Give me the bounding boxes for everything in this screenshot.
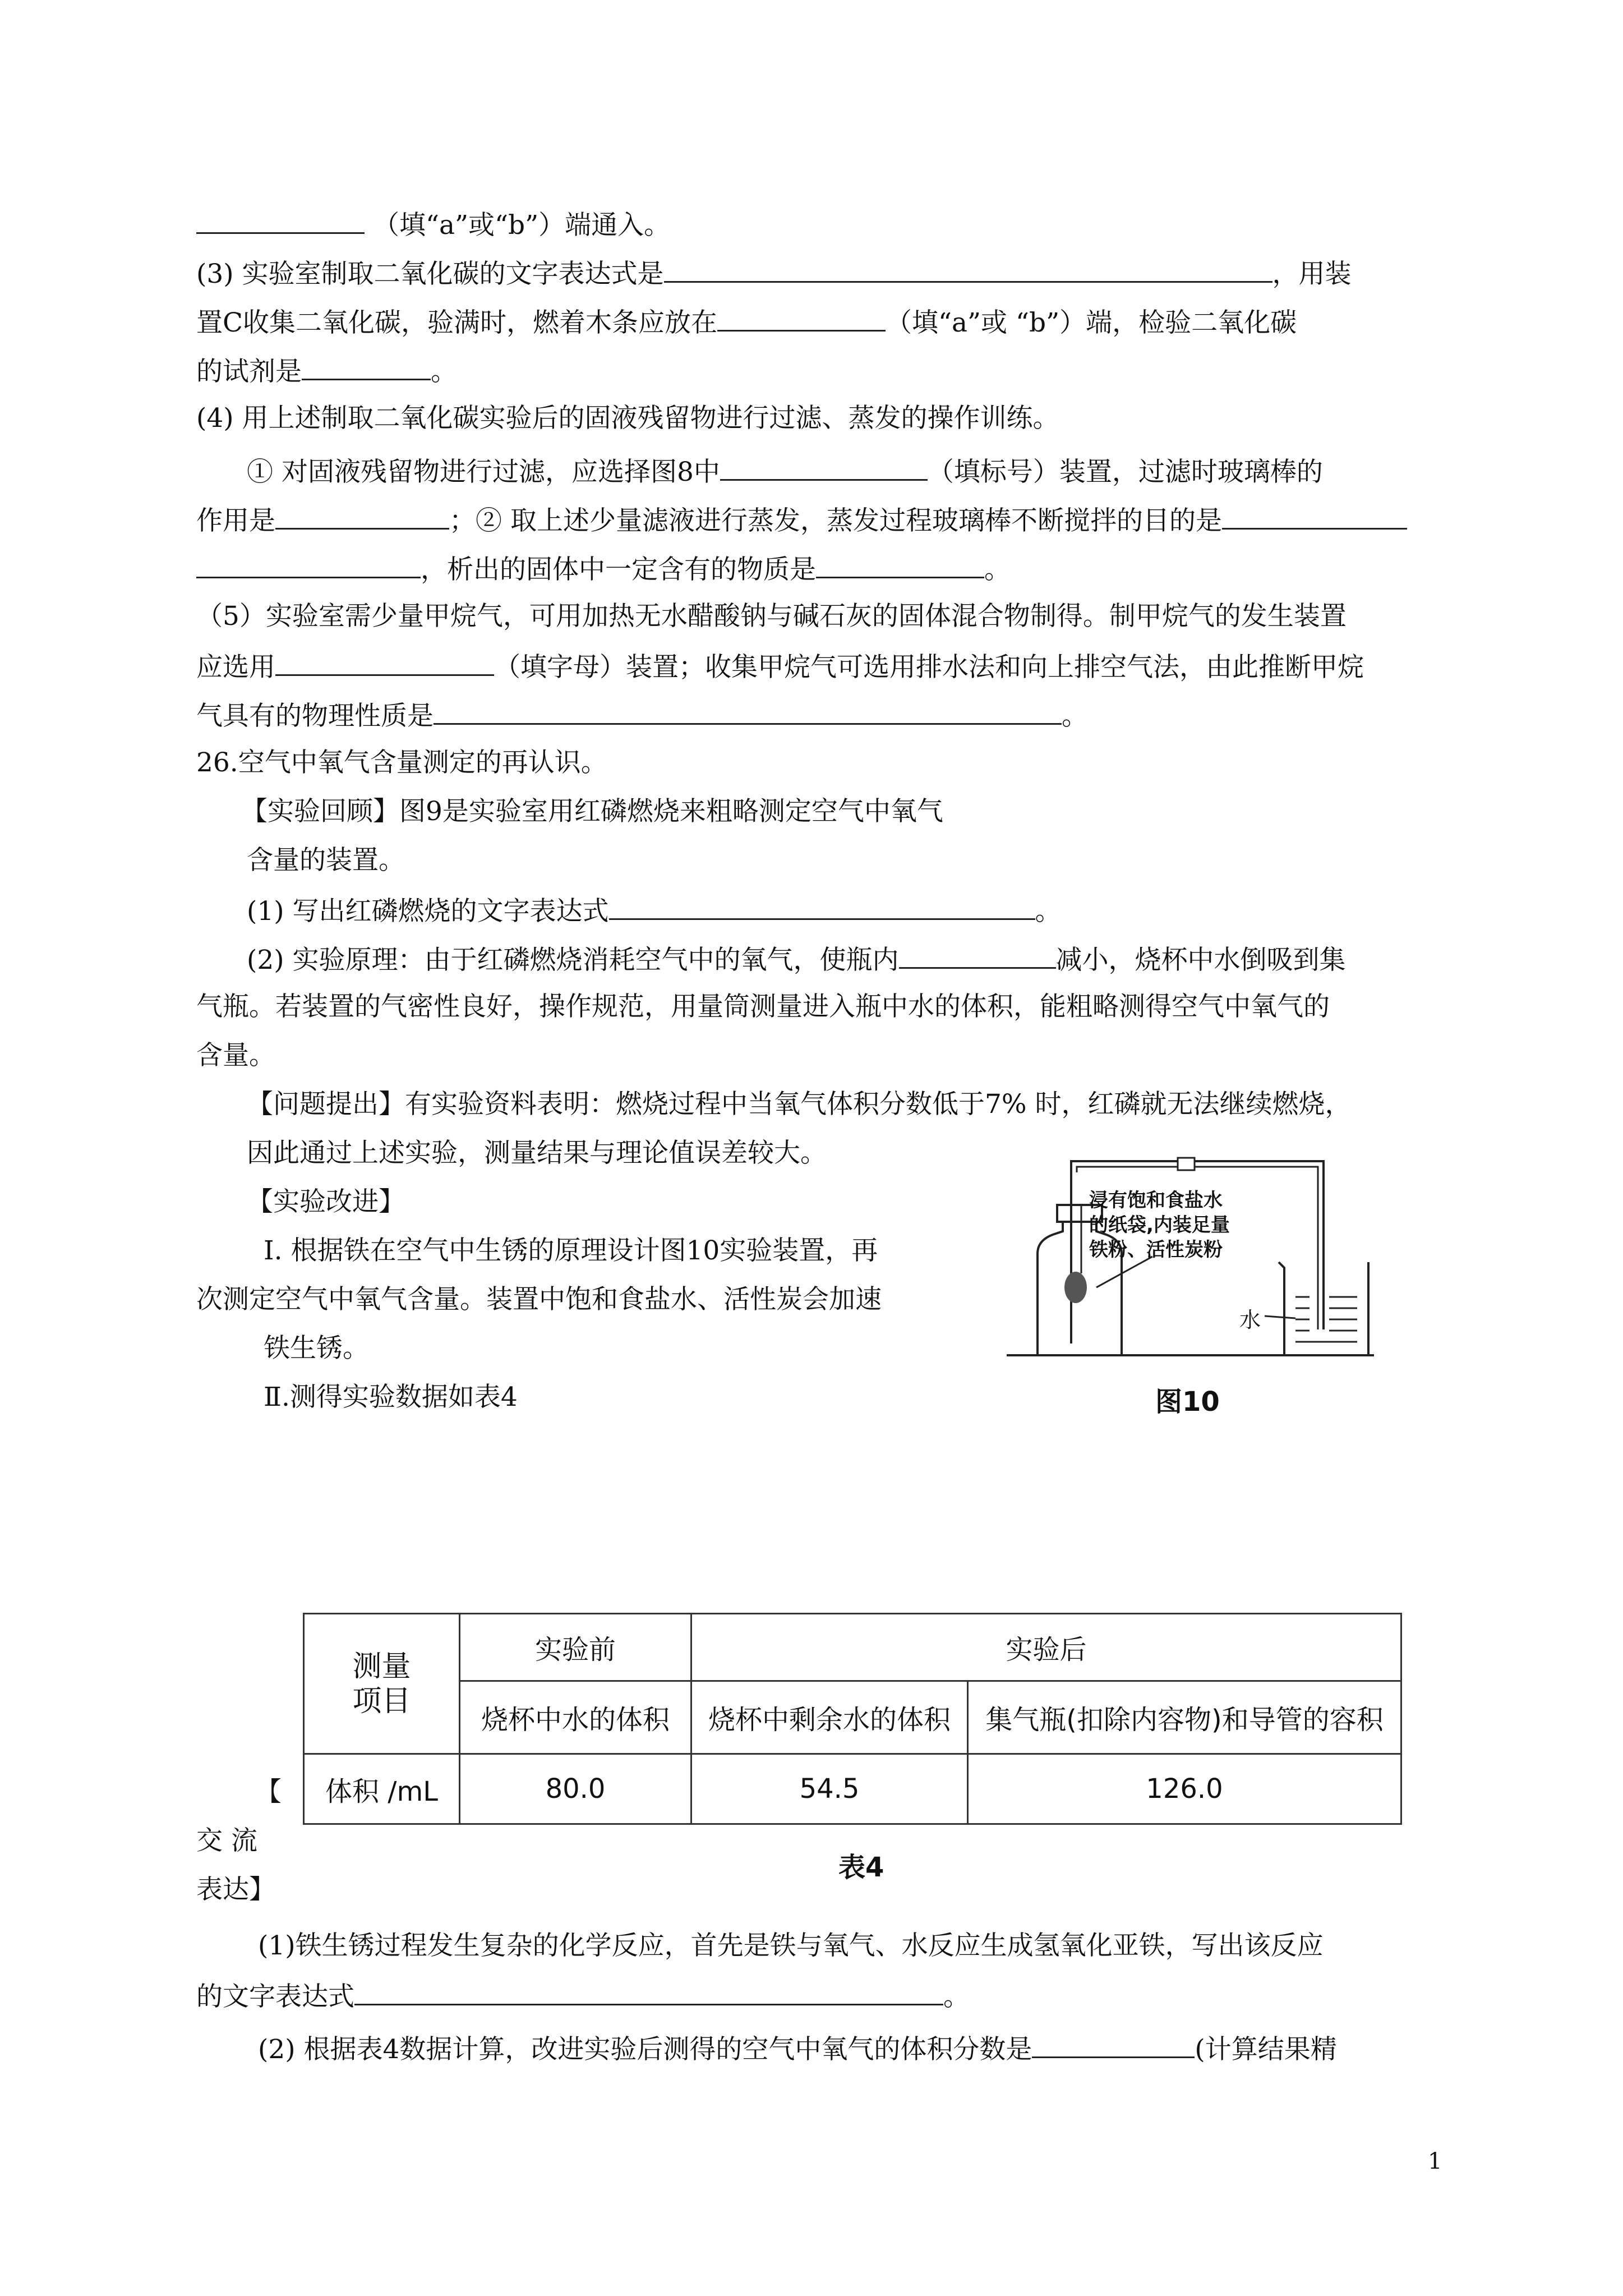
q-line: (1) 写出红磷燃烧的文字表达式 。 bbox=[247, 892, 1062, 928]
value-cell: 126.0 bbox=[968, 1754, 1401, 1824]
table-caption: 表4 bbox=[838, 1852, 884, 1883]
q-line: 因此通过上述实验，测量结果与理论值误差较大。 bbox=[247, 1138, 827, 1168]
q-line: 的试剂是 。 bbox=[196, 353, 457, 389]
q-line: 【实验改进】 bbox=[247, 1186, 405, 1217]
figure-10 bbox=[1004, 1150, 1430, 1430]
header-item: 测量 项目 bbox=[304, 1614, 460, 1754]
answer-blank[interactable] bbox=[196, 551, 421, 578]
q-line: （填“a”或“b”）端通入。 bbox=[196, 206, 670, 242]
q-line: 【问题提出】有实验资料表明：燃烧过程中当氧气体积分数低于7% 时，红磷就无法继续燃烧， bbox=[247, 1089, 1352, 1120]
q-line: (2) 根据表4数据计算，改进实验后测得的空气中氧气的体积分数是 (计算结果精 bbox=[258, 2031, 1337, 2067]
question-title: 26.空气中氧气含量测定的再认识。 bbox=[196, 747, 607, 778]
answer-blank[interactable] bbox=[664, 255, 1272, 283]
answer-blank[interactable] bbox=[275, 648, 494, 676]
q-line: 【实验回顾】图9是实验室用红磷燃烧来粗略测定空气中氧气 bbox=[241, 796, 943, 827]
q-line: ① 对固液残留物进行过滤，应选择图8中 （填标号）装置，过滤时玻璃棒的 bbox=[247, 453, 1323, 489]
answer-blank[interactable] bbox=[816, 551, 984, 578]
q-line: 含量。 bbox=[196, 1040, 275, 1071]
answer-blank[interactable] bbox=[196, 206, 365, 234]
section-label: 表达】 bbox=[196, 1874, 275, 1905]
water-label: 水 bbox=[1239, 1308, 1261, 1332]
q-line: (1)铁生锈过程发生复杂的化学反应，首先是铁与氧气、水反应生成氢氧化亚铁，写出该反应 bbox=[258, 1930, 1324, 1961]
answer-blank[interactable] bbox=[717, 304, 886, 332]
bag-label: 浸有饱和食盐水 的纸袋,内装足量 铁粉、活性炭粉 bbox=[1089, 1189, 1230, 1261]
value-cell: 54.5 bbox=[691, 1754, 968, 1824]
answer-blank[interactable] bbox=[899, 941, 1056, 969]
section-label: 交 流 bbox=[196, 1825, 257, 1856]
header-col3: 集气瓶(扣除内容物)和导管的容积 bbox=[968, 1681, 1401, 1754]
answer-blank[interactable] bbox=[434, 697, 1062, 725]
q-line: 含量的装置。 bbox=[247, 845, 405, 876]
q-line: 气具有的物理性质是 。 bbox=[196, 697, 1088, 733]
q-line: （5）实验室需少量甲烷气，可用加热无水醋酸钠与碱石灰的固体混合物制得。制甲烷气的发生装置 bbox=[196, 601, 1347, 632]
figure-caption: 图10 bbox=[1155, 1386, 1220, 1418]
q-line: 置C收集二氧化碳，验满时，燃着木条应放在 （填“a”或 “b”）端，检验二氧化碳 bbox=[196, 304, 1297, 340]
q-line: 铁生锈。 bbox=[264, 1333, 369, 1364]
page-number: 1 bbox=[1428, 2148, 1442, 2174]
q-line: Ⅰ. 根据铁在空气中生锈的原理设计图10实验装置，再 bbox=[264, 1235, 878, 1266]
q-line: 作用是 ；② 取上述少量滤液进行蒸发，蒸发过程玻璃棒不断搅拌的目的是 bbox=[196, 502, 1407, 538]
answer-blank[interactable] bbox=[609, 892, 1035, 920]
q-line: (3) 实验室制取二氧化碳的文字表达式是 ，用装 bbox=[196, 255, 1352, 291]
q-line: ，析出的固体中一定含有的物质是 。 bbox=[196, 551, 1011, 587]
table-4 bbox=[303, 1613, 1402, 1825]
value-cell: 80.0 bbox=[460, 1754, 691, 1824]
answer-blank[interactable] bbox=[275, 502, 449, 530]
q-line: 次测定空气中氧气含量。装置中饱和食盐水、活性炭会加速 bbox=[196, 1284, 882, 1315]
q-line: 的文字表达式 。 bbox=[196, 1978, 970, 2014]
answer-blank[interactable] bbox=[1032, 2031, 1195, 2058]
section-bracket: 【 bbox=[255, 1777, 282, 1807]
header-col1: 烧杯中水的体积 bbox=[460, 1681, 691, 1754]
q-line: 应选用 （填字母）装置；收集甲烷气可选用排水法和向上排空气法，由此推断甲烷 bbox=[196, 648, 1364, 684]
answer-blank[interactable] bbox=[1222, 502, 1407, 530]
header-after: 实验后 bbox=[691, 1614, 1401, 1681]
answer-blank[interactable] bbox=[302, 353, 431, 380]
q-line: (2) 实验原理：由于红磷燃烧消耗空气中的氧气，使瓶内 减小，烧杯中水倒吸到集 bbox=[247, 941, 1346, 977]
row-label: 体积 /mL bbox=[304, 1754, 460, 1824]
q-line: (4) 用上述制取二氧化碳实验后的固液残留物进行过滤、蒸发的操作训练。 bbox=[196, 403, 1059, 434]
answer-blank[interactable] bbox=[720, 453, 928, 481]
answer-blank[interactable] bbox=[354, 1978, 943, 2005]
q-line: Ⅱ.测得实验数据如表4 bbox=[264, 1382, 518, 1412]
header-before: 实验前 bbox=[460, 1614, 691, 1681]
header-col2: 烧杯中剩余水的体积 bbox=[691, 1681, 968, 1754]
q-line: 气瓶。若装置的气密性良好，操作规范，用量筒测量进入瓶中水的体积，能粗略测得空气中氧气的 bbox=[196, 991, 1330, 1022]
